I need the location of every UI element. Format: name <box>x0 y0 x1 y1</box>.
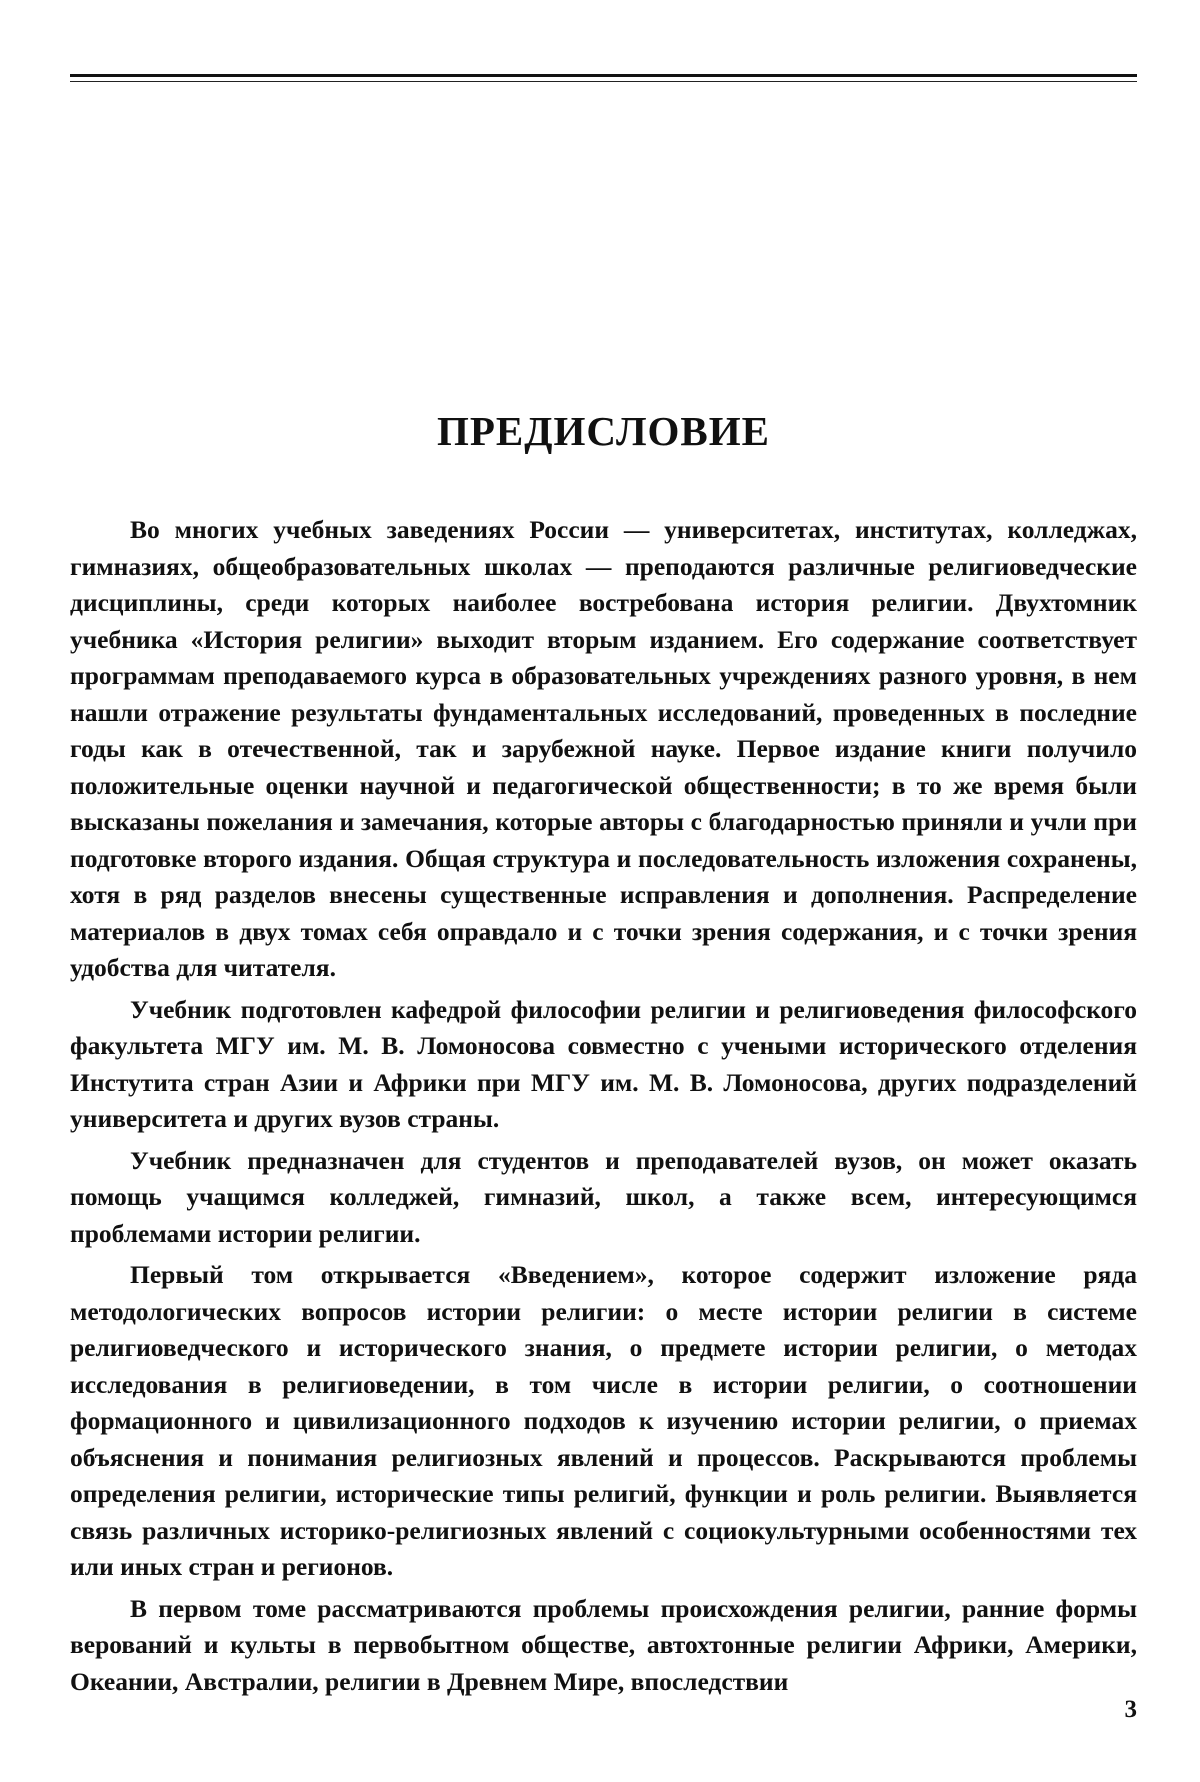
paragraph-4: Первый том открывается «Введением», которое содержит изложение ряда методологических вопросов истории религии: о месте истории религии в системе религиоведческого и исторического знания, о предмете истории религии, о методах исследования в религиоведении, в том числе в истории религии, о соотношении формационного и цивилизационного подходов к изучению истории религии, о приемах объяснения и понимания религиозных явлений и процессов. Раскрываются проблемы определения религии, исторические типы религий, функции и роль религии. Выявляется связь различных историко-религиозных явлений с социокультурными особенностями тех или иных стран и регионов. <box>70 1260 1137 1581</box>
paragraph-2: Учебник подготовлен кафедрой философии религии и религиоведения философского факультета МГУ им. М. В. Ломоносова совместно с учеными исторического отделения Инстутита стран Азии и Африки при МГУ им. М. В. Ломоносова, других подразделений университета и других вузов страны. <box>70 994 1137 1133</box>
paragraph-1: Во многих учебных заведениях России — университетах, институтах, колледжах, гимназиях, общеобразовательных школах — преподаются различные религиоведческие дисциплины, среди которых наиболее востребована история религии. Двухтомник учебника «История религии» выходит вторым изданием. Его содержание соответствует программам преподаваемого курса в образовательных учреждениях разного уровня, в нем нашли отражение результаты фундаментальных исследований, проведенных в последние годы как в отечественной, так и зарубежной науке. Первое издание книги получило положительные оценки научной и педагогической общественности; в то же время были высказаны пожелания и замечания, которые авторы с благодарностью приняли и учли при подготовке второго издания. Общая структура и последовательность изложения сохранены, хотя в ряд разделов внесены существенные исправления и дополнения. Распределение материалов в двух томах себя оправдало и с точки зрения содержания, и с точки зрения удобства для читателя. <box>70 515 1137 982</box>
page-number: 3 <box>1124 1696 1137 1723</box>
page-title: ПРЕДИСЛОВИЕ <box>437 408 770 454</box>
header-rule-thin <box>70 81 1137 82</box>
body-text <box>70 512 1137 1700</box>
header-rule-thick <box>70 74 1137 77</box>
paragraph-3: Учебник предназначен для студентов и преподавателей вузов, он может оказать помощь учащимся колледжей, гимназий, школ, а также всем, интересующимся проблемами истории религии. <box>70 1145 1137 1248</box>
paragraph-5: В первом томе рассматриваются проблемы происхождения религии, ранние формы верований и культы в первобытном обществе, автохтонные религии Африки, Америки, Океании, Австралии, религии в Древнем Мире, впоследствии <box>70 1593 1137 1696</box>
